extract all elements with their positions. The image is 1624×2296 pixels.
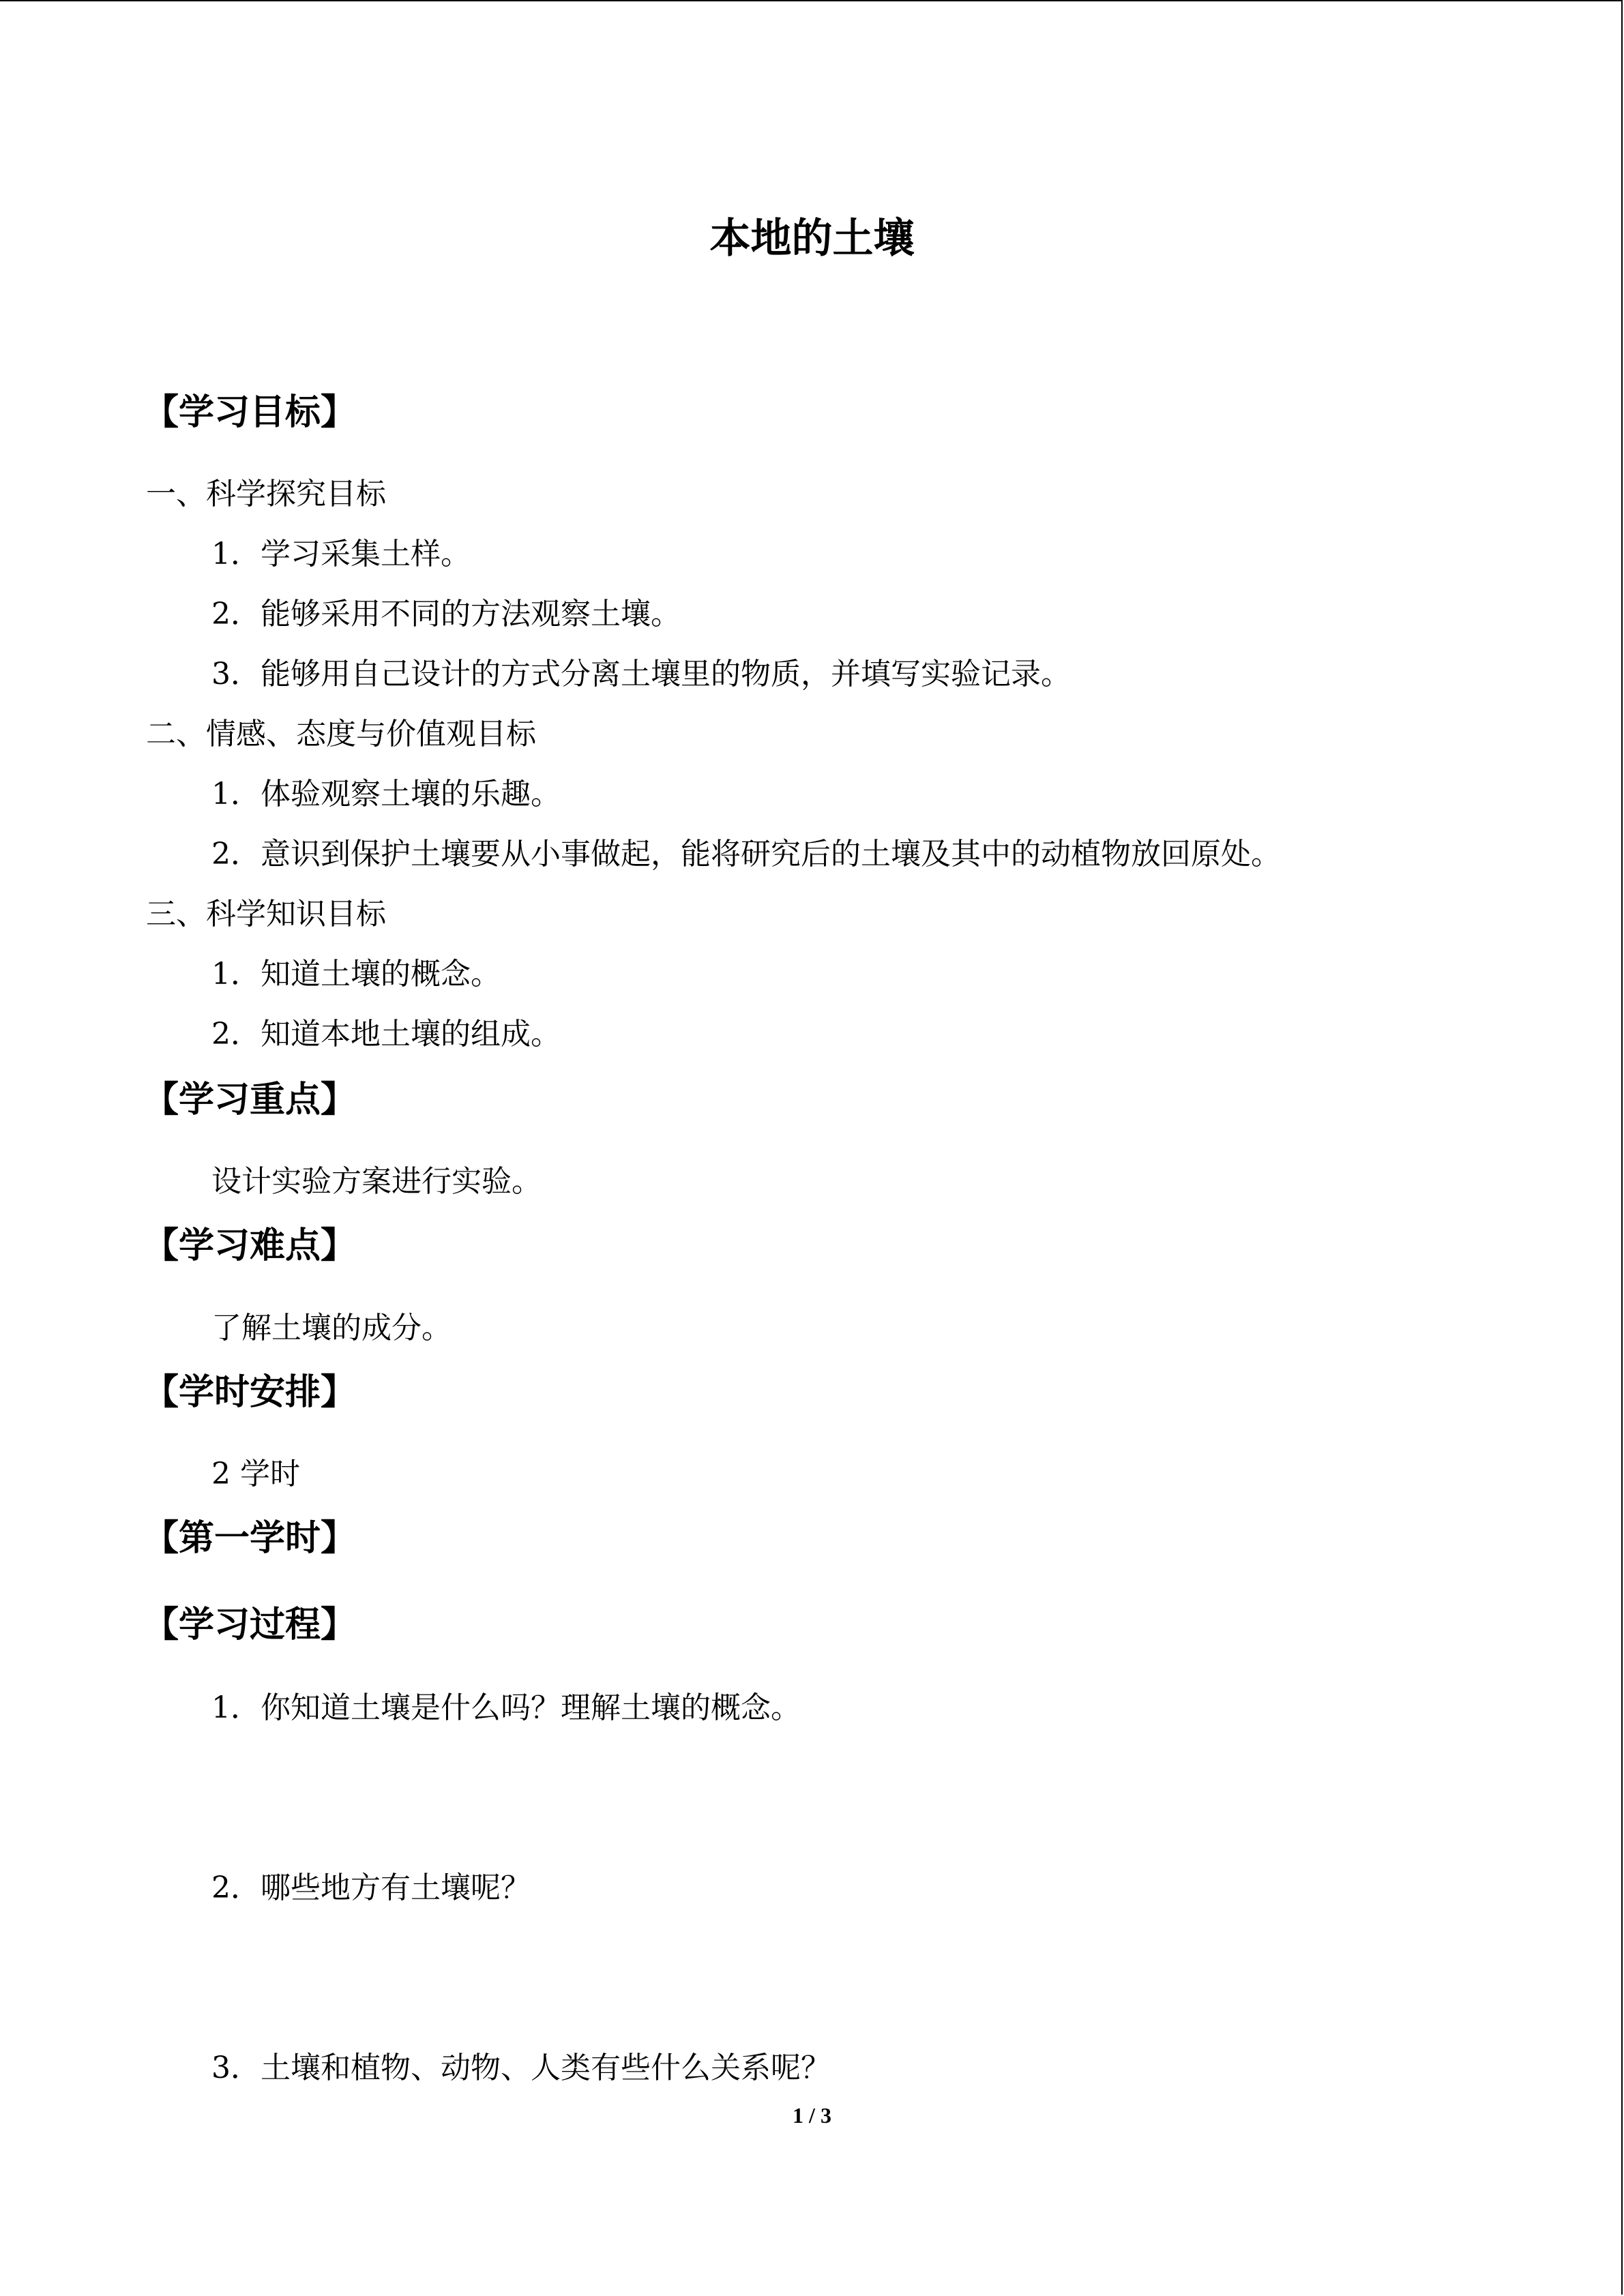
objective-item: 2．能够采用不同的方法观察土壤。 (211, 597, 681, 631)
objective-item: 1．体验观察土壤的乐趣。 (211, 777, 561, 811)
difficulty-text: 了解土壤的成分。 (211, 1311, 452, 1345)
key-point-text: 设计实验方案进行实验。 (211, 1164, 542, 1199)
heading-schedule: 【学时安排】 (143, 1372, 357, 1413)
schedule-text: 2 学时 (211, 1457, 300, 1491)
objective-item: 1．知道土壤的概念。 (211, 957, 501, 992)
document-title: 本地的土壤 (709, 215, 915, 263)
objective-category-inquiry: 一、科学探究目标 (146, 477, 386, 511)
process-question: 1．你知道土壤是什么吗？理解土壤的概念。 (211, 1690, 801, 1725)
heading-process: 【学习过程】 (143, 1605, 357, 1645)
objective-item: 2．知道本地土壤的组成。 (211, 1017, 561, 1052)
objective-item: 2．意识到保护土壤要从小事做起，能将研究后的土壤及其中的动植物放回原处。 (211, 837, 1281, 871)
heading-first-period: 【第一学时】 (143, 1518, 357, 1559)
objective-category-knowledge: 三、科学知识目标 (146, 897, 386, 931)
objective-item: 3．能够用自己设计的方式分离土壤里的物质，并填写实验记录。 (211, 657, 1071, 691)
heading-objectives: 【学习目标】 (143, 392, 357, 433)
page-number: 1 / 3 (793, 2103, 831, 2128)
heading-key-point: 【学习重点】 (143, 1079, 357, 1120)
process-question: 2．哪些地方有土壤呢？ (211, 1870, 531, 1905)
objective-category-attitude: 二、情感、态度与价值观目标 (146, 717, 536, 751)
process-question: 3．土壤和植物、动物、人类有些什么关系呢？ (211, 2051, 831, 2085)
heading-difficulty: 【学习难点】 (143, 1225, 357, 1266)
objective-item: 1．学习采集土样。 (211, 537, 471, 571)
